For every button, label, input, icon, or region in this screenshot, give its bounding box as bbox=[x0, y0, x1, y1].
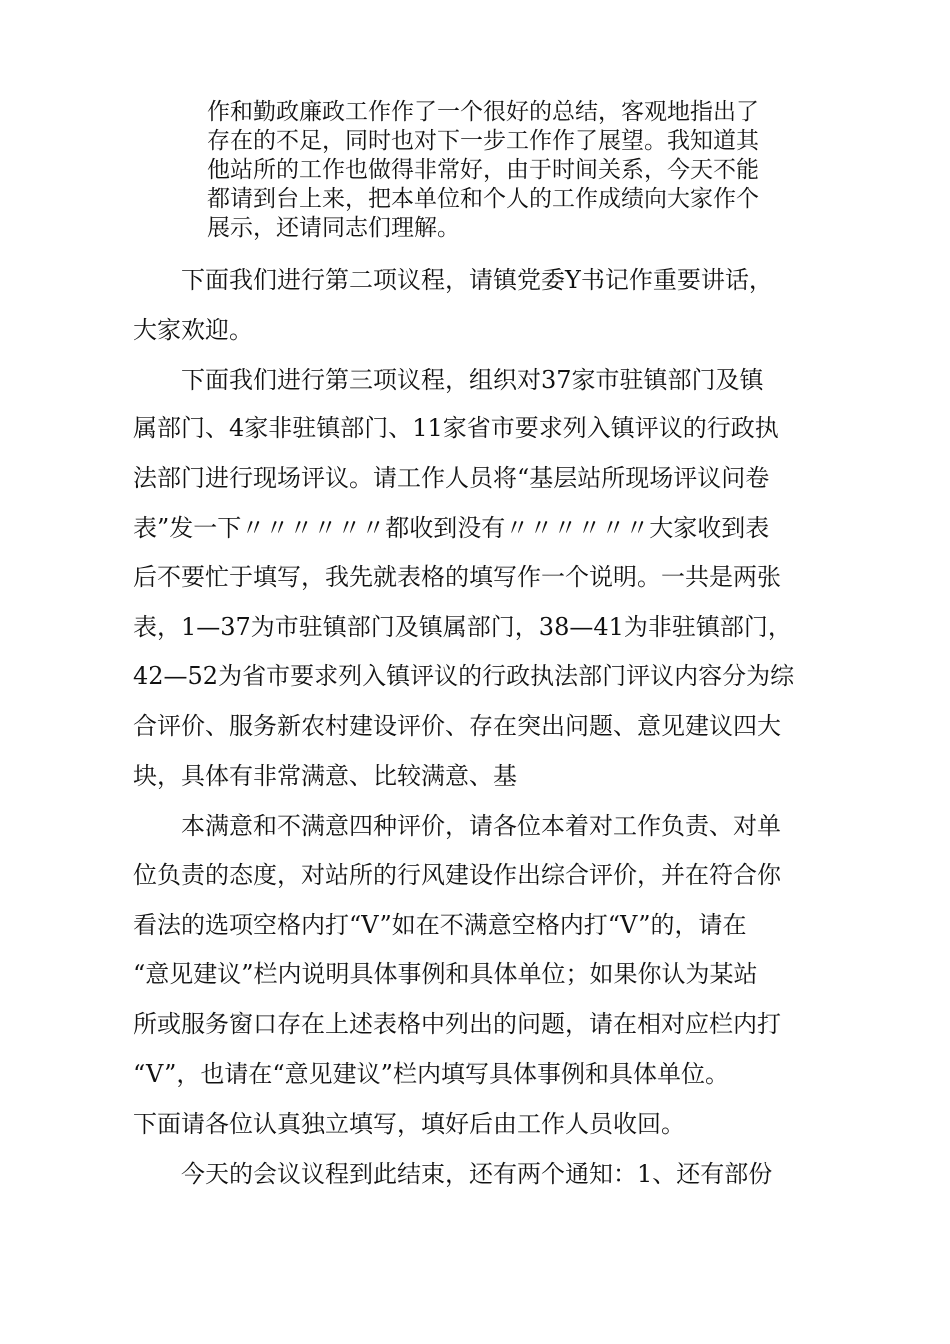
text-line: 下面请各位认真独立填写，填好后由工作人员收回。 bbox=[133, 1110, 685, 1138]
text-line: “V”，也请在“意见建议”栏内填写具体事例和具体单位。 bbox=[133, 1060, 729, 1088]
text-line: 他站所的工作也做得非常好，由于时间关系，今天不能 bbox=[207, 157, 759, 183]
text-line: 位负责的态度，对站所的行风建设作出综合评价，并在符合你 bbox=[133, 861, 781, 889]
text-line: 下面我们进行第二项议程，请镇党委Y书记作重要讲话， bbox=[133, 266, 773, 294]
text-line: 法部门进行现场评议。请工作人员将“基层站所现场评议问卷 bbox=[133, 464, 770, 492]
text-line: 表”发一下〃〃〃〃〃〃都收到没有〃〃〃〃〃〃大家收到表 bbox=[133, 514, 770, 542]
text-line: 表，1—37为市驻镇部门及镇属部门，38—41为非驻镇部门， bbox=[133, 613, 792, 641]
text-line: 后不要忙于填写，我先就表格的填写作一个说明。一共是两张 bbox=[133, 563, 781, 591]
text-line: 所或服务窗口存在上述表格中列出的问题，请在相对应栏内打 bbox=[133, 1010, 781, 1038]
text-line: 存在的不足，同时也对下一步工作作了展望。我知道其 bbox=[207, 128, 759, 154]
text-line: 42—52为省市要求列入镇评议的行政执法部门评议内容分为综 bbox=[133, 662, 795, 690]
text-line: 展示，还请同志们理解。 bbox=[207, 215, 460, 241]
text-line: “意见建议”栏内说明具体事例和具体单位；如果你认为某站 bbox=[133, 960, 758, 988]
text-line: 下面我们进行第三项议程，组织对37家市驻镇部门及镇 bbox=[133, 366, 764, 394]
text-line: 都请到台上来，把本单位和个人的工作成绩向大家作个 bbox=[207, 186, 759, 212]
text-line: 看法的选项空格内打“V”如在不满意空格内打“V”的，请在 bbox=[133, 911, 747, 939]
text-line: 本满意和不满意四种评价，请各位本着对工作负责、对单 bbox=[133, 812, 781, 840]
indented-paragraph bbox=[207, 98, 847, 243]
text-line: 合评价、服务新农村建设评价、存在突出问题、意见建议四大 bbox=[133, 712, 781, 740]
text-line: 属部门、4家非驻镇部门、11家省市要求列入镇评议的行政执 bbox=[133, 414, 779, 442]
text-line: 作和勤政廉政工作作了一个很好的总结，客观地指出了 bbox=[207, 99, 759, 125]
text-line: 块，具体有非常满意、比较满意、基 bbox=[133, 762, 517, 790]
text-line: 今天的会议议程到此结束，还有两个通知：1、还有部份 bbox=[133, 1160, 773, 1188]
text-line: 大家欢迎。 bbox=[133, 316, 253, 344]
